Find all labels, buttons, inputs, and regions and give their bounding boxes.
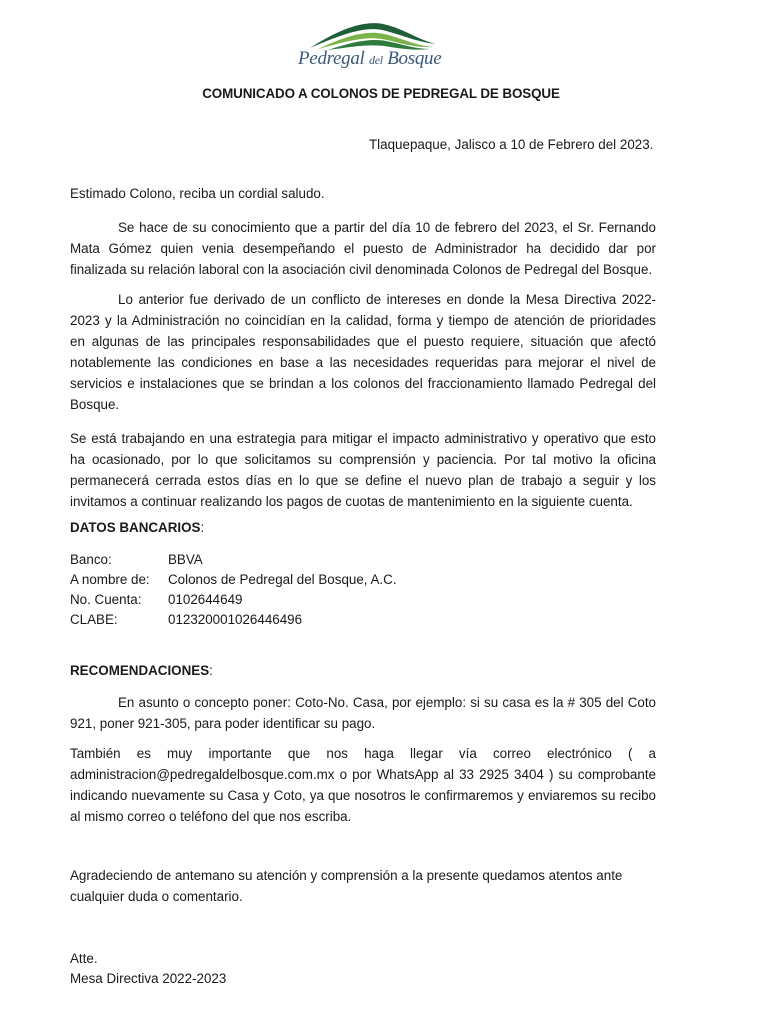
pedregal-del-bosque-logo — [296, 18, 446, 74]
text-line: cualquier duda o comentario. — [70, 889, 243, 904]
text-line: servicios e instalaciones que se brindan a los colonos del fraccionamiento llamado Pedregal del — [70, 376, 656, 391]
signature: Mesa Directiva 2022-2023 — [70, 971, 227, 986]
text-line: Lo anterior fue derivado de un conflicto de intereses en donde la Mesa Directiva 2022- — [118, 292, 656, 307]
account-number-value: 0102644649 — [168, 592, 243, 607]
text-line: 921, poner 921-305, para poder identificar su pago. — [70, 716, 376, 731]
clabe-value: 012320001026446496 — [168, 612, 303, 627]
account-holder-value: Colonos de Pedregal del Bosque, A.C. — [168, 572, 397, 587]
recommendation-send-receipt — [70, 743, 656, 827]
text-line: Agradeciendo de antemano su atención y comprensión a la presente quedamos atentos ante — [70, 868, 623, 883]
text-line: administracion@pedregaldelbosque.com.mx o por WhatsApp al 33 2925 3404 ) su comprobante — [70, 767, 656, 782]
text-line: En asunto o concepto poner: Coto-No. Casa, por ejemplo: si su casa es la # 305 del Coto — [118, 695, 656, 710]
text-line: Mata Gómez quien venia desempeñando el puesto de Administrador ha decidido dar por — [70, 241, 656, 256]
bank-label: Banco: — [70, 552, 112, 567]
greeting: Estimado Colono, reciba un cordial saludo. — [70, 186, 325, 201]
paragraph-resignation — [70, 217, 656, 280]
bank-data-heading: DATOS BANCARIOS: — [70, 520, 205, 535]
bank-row-clabe — [70, 609, 302, 630]
document-title: COMUNICADO A COLONOS DE PEDREGAL DE BOSQUE — [202, 86, 560, 101]
text-line: ha ocasionado, por lo que solicitamos su comprensión y paciencia. Por tal motivo la oficina — [70, 452, 656, 467]
place-and-date: Tlaquepaque, Jalisco a 10 de Febrero del 2023. — [369, 137, 654, 152]
text-line: en algunas de las principales responsabilidades que el puesto requiere, situación que afectó — [70, 334, 656, 349]
account-number-label: No. Cuenta: — [70, 592, 142, 607]
text-line: indicando nuevamente su Casa y Coto, ya que nosotros le confirmaremos y enviaremos su recibo — [70, 788, 656, 803]
paragraph-conflict — [70, 289, 656, 415]
account-holder-label: A nombre de: — [70, 572, 150, 587]
text-line: permanecerá cerrada estos días en lo que se define el nuevo plan de trabajo a seguir y los — [70, 473, 656, 488]
logo-wordmark: Pedregal del Bosque — [298, 48, 442, 69]
bank-row-account-number — [70, 589, 242, 610]
text-line: También es muy importante que nos haga llegar vía correo electrónico ( a — [70, 746, 656, 761]
clabe-label: CLABE: — [70, 612, 118, 627]
text-line: finalizada su relación laboral con la asociación civil denominada Colonos de Pedregal del Bosque. — [70, 262, 653, 277]
paragraph-strategy — [70, 428, 656, 512]
recommendation-payment-reference — [70, 692, 656, 734]
text-line: Se hace de su conocimiento que a partir del día 10 de febrero del 2023, el Sr. Fernando — [118, 220, 656, 235]
bank-row-bank — [70, 549, 203, 570]
bank-value: BBVA — [168, 552, 203, 567]
text-line: Se está trabajando en una estrategia para mitigar el impacto administrativo y operativo que esto — [70, 431, 656, 446]
text-line: invitamos a continuar realizando los pagos de cuotas de mantenimiento en la siguiente cuenta. — [70, 494, 633, 509]
closing-paragraph — [70, 865, 656, 907]
signoff: Atte. — [70, 951, 98, 966]
text-line: notablemente las condiciones en base a las necesidades requeridas para mejorar el nivel de — [70, 355, 656, 370]
text-line: 2023 y la Administración no coincidían en la calidad, forma y tiempo de atención de prioridades — [70, 313, 656, 328]
text-line: Bosque. — [70, 397, 120, 412]
recommendations-heading: RECOMENDACIONES: — [70, 663, 213, 678]
bank-row-account-holder — [70, 569, 397, 590]
text-line: al mismo correo o teléfono del que nos escriba. — [70, 809, 352, 824]
hill-waves-icon — [308, 18, 438, 52]
